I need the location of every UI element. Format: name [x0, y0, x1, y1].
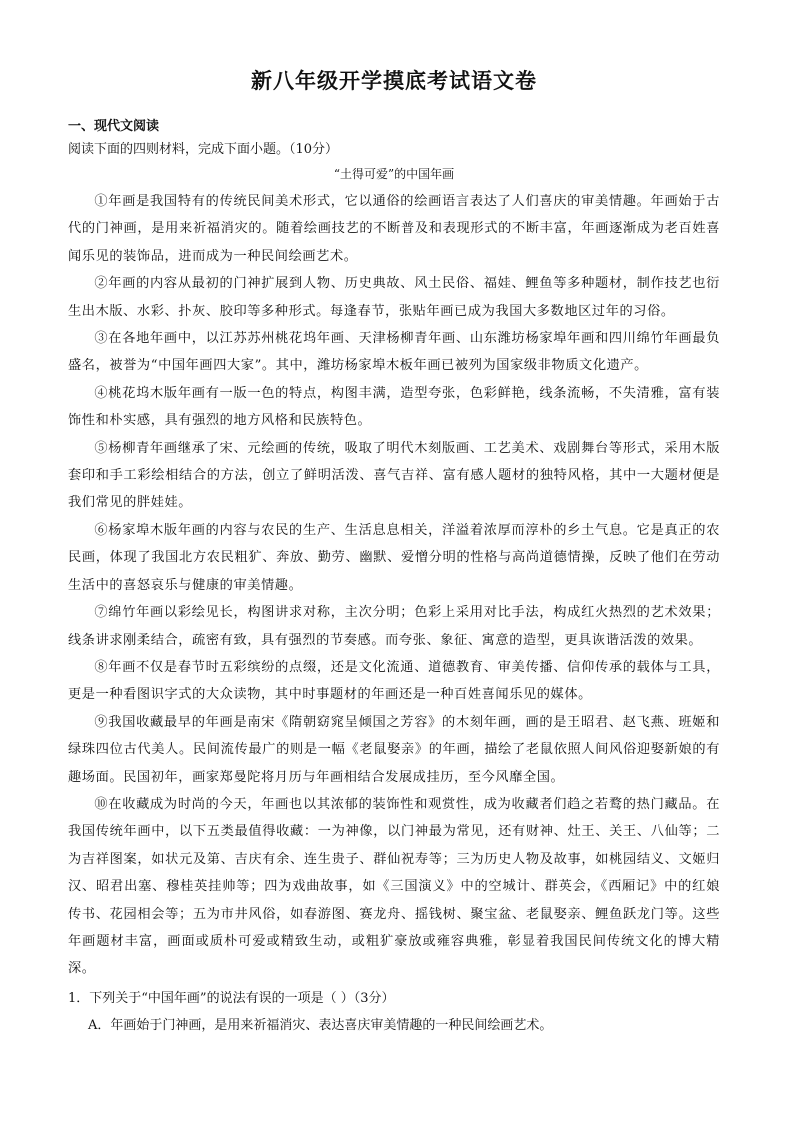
question-1-option-a: A．年画始于门神画，是用来祈福消灾、表达喜庆审美情趣的一种民间绘画艺术。	[88, 1017, 553, 1033]
paragraph-4: ④桃花坞木版年画有一版一色的特点，构图丰满，造型夸张，色彩鲜艳，线条流畅，不失清雅，富有装饰性和朴实感，具有强烈的地方风格和民族特色。	[68, 385, 720, 429]
paragraph-2: ②年画的内容从最初的门神扩展到人物、历史典故、风土民俗、福娃、鲤鱼等多种题材，制作技艺也衍生出木版、水彩、扑灰、胶印等多种形式。每逢春节，张贴年画已成为我国大多数地区过年的习俗。	[68, 276, 720, 319]
paragraph-10: ⑩在收藏成为时尚的今天，年画也以其浓郁的装饰性和观赏性，成为收藏者们趋之若鹜的热门藏品。在我国传统年画中，以下五类最值得收藏：一为神像，以门神最为常见，还有财神、灶王、关王、八仙等；二为吉祥图案，如状元及第、吉庆有余、连生贵子、群仙祝寿等；三为历史人物及故事，如桃园结义、文姬归汉、昭君出塞、穆桂英挂帅等；四为戏曲故事，如《三国演义》中的空城计、群英会，《西厢记》中的红娘传书、花园相会等；五为市井风俗，如春游图、赛龙舟、摇钱树、聚宝盆、老鼠娶亲、鲤鱼跃龙门等。这些年画题材丰富，画面或质朴可爱或精致生动，或粗犷豪放或雍容典雅，彰显着我国民间传统文化的博大精深。	[68, 796, 720, 977]
exam-title: 新八年级开学摸底考试语文卷	[251, 69, 537, 93]
question-1: 1．下列关于“中国年画”的说法有误的一项是（ ）（3分）	[68, 990, 395, 1006]
paragraph-5: ⑤杨柳青年画继承了宋、元绘画的传统，吸取了明代木刻版画、工艺美术、戏剧舞台等形式，采用木版套印和手工彩绘相结合的方法，创立了鲜明活泼、喜气吉祥、富有感人题材的独特风格，其中一大题材便是我们常见的胖娃娃。	[68, 440, 720, 511]
paragraph-6: ⑥杨家埠木版年画的内容与农民的生产、生活息息相关，洋溢着浓厚而淳朴的乡土气息。它是真正的农民画，体现了我国北方农民粗犷、奔放、勤劳、幽默、爱憎分明的性格与高尚道德情操，反映了他们在劳动生活中的喜怒哀乐与健康的审美情趣。	[68, 522, 720, 593]
section-heading: 一、现代文阅读	[68, 119, 160, 134]
paragraph-3: ③在各地年画中，以江苏苏州桃花坞年画、天津杨柳青年画、山东潍坊杨家埠年画和四川绵竹年画最负盛名，被誉为“中国年画四大家”。其中，潍坊杨家埠木板年画已被列为国家级非物质文化遗产。	[68, 331, 720, 374]
paragraph-1: ①年画是我国特有的传统民间美术形式，它以通俗的绘画语言表达了人们喜庆的审美情趣。年画始于古代的门神画，是用来祈福消灾的。随着绘画技艺的不断普及和表现形式的不断丰富，年画逐渐成为老百姓喜闻乐见的装饰品，进而成为一种民间绘画艺术。	[68, 194, 720, 264]
article-title: “土得可爱”的中国年画	[333, 167, 455, 181]
paragraph-8: ⑧年画不仅是春节时五彩缤纷的点缀，还是文化流通、道德教育、审美传播、信仰传承的载体与工具，更是一种看图识字式的大众读物，其中时事题材的年画还是一种百姓喜闻乐见的媒体。	[68, 659, 720, 703]
paragraph-7: ⑦绵竹年画以彩绘见长，构图讲求对称，主次分明；色彩上采用对比手法，构成红火热烈的艺术效果；线条讲求刚柔结合，疏密有致，具有强烈的节奏感。而夸张、象征、寓意的造型，更具诙谐活泼的效果。	[68, 605, 720, 648]
reading-instruction: 阅读下面的四则材料，完成下面小题。（10分）	[68, 142, 339, 157]
article-body	[68, 188, 720, 983]
paragraph-9: ⑨我国收藏最早的年画是南宋《隋朝窈窕呈倾国之芳容》的木刻年画，画的是王昭君、赵飞燕、班姬和绿珠四位古代美人。民间流传最广的则是一幅《老鼠娶亲》的年画，描绘了老鼠依照人间风俗迎娶新娘的有趣场面。民国初年，画家郑曼陀将月历与年画相结合发展成挂历，至今风靡全国。	[68, 714, 720, 785]
